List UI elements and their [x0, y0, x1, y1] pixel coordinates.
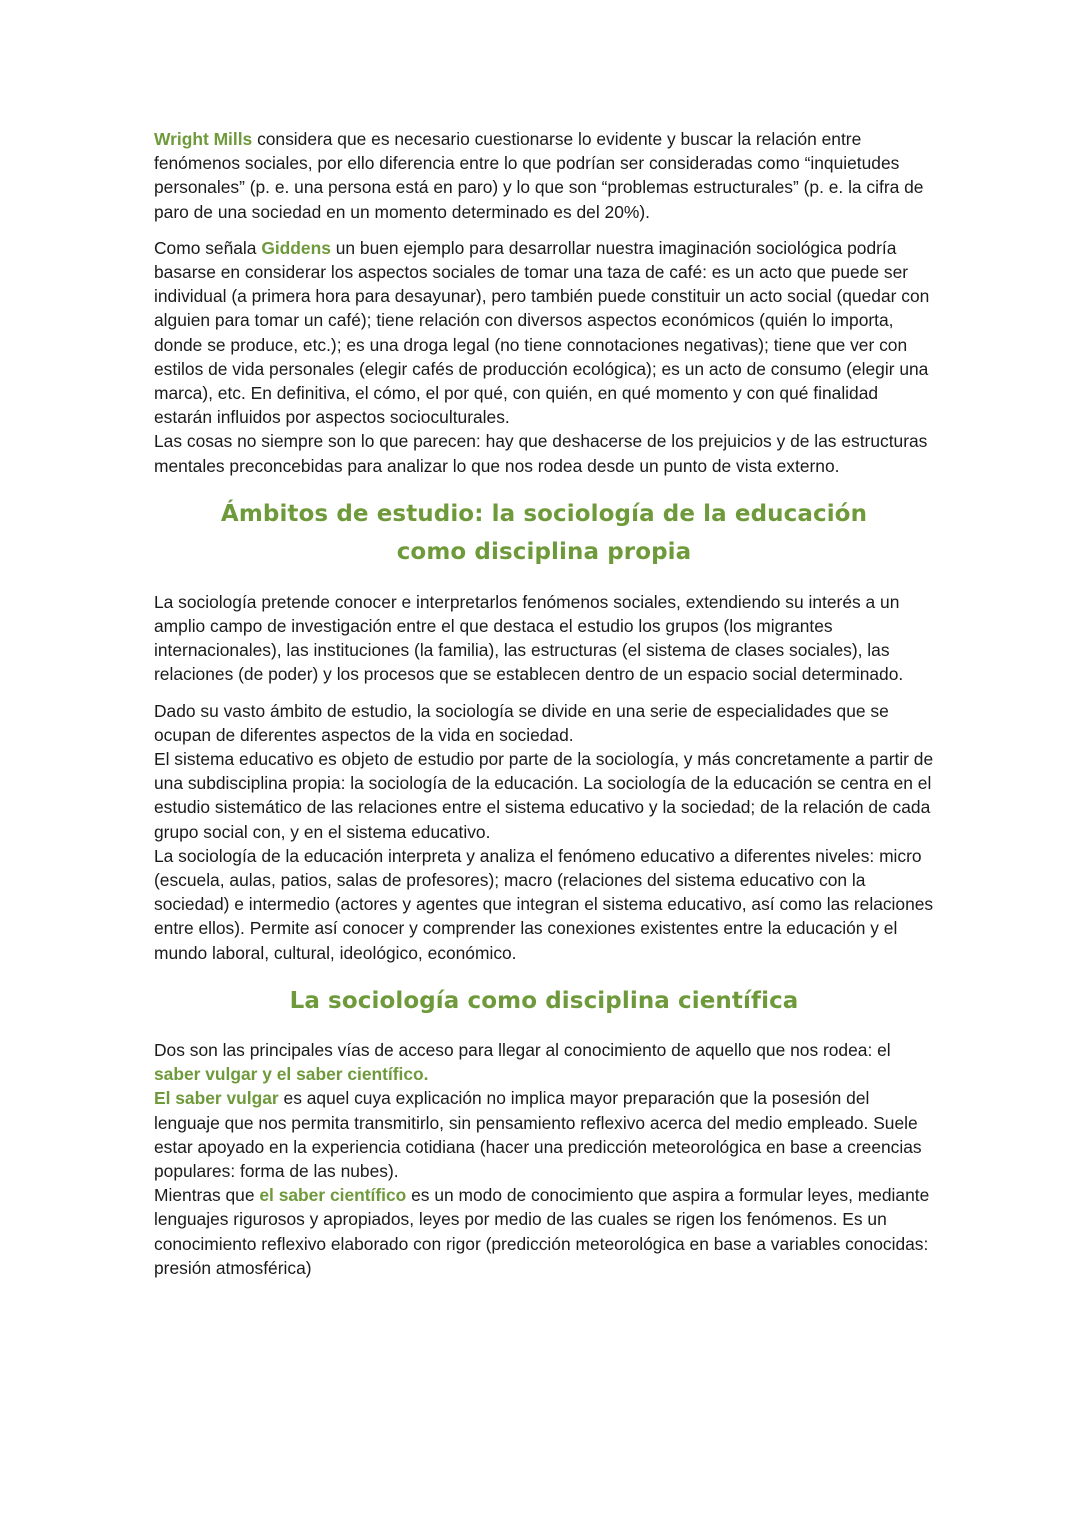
paragraph-las-cosas: Las cosas no siempre son lo que parecen: hay que deshacerse de los prejuicios y de las estructuras mentales preconcebidas para analizar lo que nos rodea desde un punto de vista externo. [154, 431, 928, 476]
paragraph-niveles: La sociología de la educación interpreta y analiza el fenómeno educativo a diferentes niveles: micro (escuela, aulas, patios, salas de profesores); macro (relaciones del sistema educativo con la sociedad) e intermedio (actores y agentes que integran el sistema educativo, así como las relaciones entre ellos). Permite así conocer y comprender las conexiones existentes entre la educación y el mundo laboral, cultural, ideológico, económico. [154, 845, 934, 963]
highlight-saber-vulgar: El saber vulgar [154, 1088, 279, 1109]
highlight-giddens: Giddens [261, 237, 331, 258]
paragraph-text-lead: Mientras que [154, 1185, 260, 1206]
paragraph-text: considera que es necesario cuestionarse lo evidente y buscar la relación entre fenómenos sociales, por ello diferencia entre lo que podrían ser consideradas como “inquietudes personales” (p. e. una persona está en paro) y lo que son “problemas estructurales” (p. e. la cifra de paro de una sociedad en un momento determinado es del 20%). [154, 129, 924, 222]
highlight-wright-mills: Wright Mills [154, 129, 253, 149]
paragraph-sistema-educativo: El sistema educativo es objeto de estudio por parte de la sociología, y más concretamente a partir de una subdisciplina propia: la sociología de la educación. La sociología de la educación se centra en el estudio sistemático de las relaciones entre el sistema educativo y la sociedad; de la relación de cada grupo social con, y en el sistema educativo. [154, 749, 934, 842]
paragraph-vias-de-acceso [154, 1038, 934, 1086]
paragraph-text: es un modo de conocimiento que aspira a formular leyes, mediante lenguajes rigurosos y apropiados, leyes por medio de las cuales se rigen los fenómenos. Es un conocimiento reflexivo elaborado con rigor (predicción meteorológica en base a variables conocidas: presión atmosférica) [154, 1185, 930, 1278]
paragraph-text: Dos son las principales vías de acceso para llegar al conocimiento de aquello que nos rodea: el [154, 1039, 891, 1060]
paragraph-text: un buen ejemplo para desarrollar nuestra imaginación sociológica podría basarse en considerar los aspectos sociales de tomar una taza de café: es un acto que puede ser individual (a primera hora para desayunar), pero también puede constituir un acto social (quedar con alguien para tomar un café); tiene relación con diversos aspectos económicos (quién lo importa, donde se produce, etc.); es una droga legal (no tiene connotaciones negativas); tiene que ver con estilos de vida personales (elegir cafés de producción ecológica); es un acto de consumo (elegir una marca), etc. En definitiva, el cómo, el por qué, con quién, en qué momento y con qué finalidad estarán influidos por aspectos socioculturales. [154, 237, 930, 428]
paragraph-giddens [154, 236, 934, 430]
document-page [154, 127, 934, 1280]
paragraph-text-lead: Como señala [154, 237, 262, 258]
paragraph-saber-cientifico [154, 1183, 934, 1280]
paragraph-text: es aquel cuya explicación no implica mayor preparación que la posesión del lenguaje que nos permita transmitirlo, sin pensamiento reflexivo acerca del medio empleado. Suele estar apoyado en la experiencia cotidiana (hacer una predicción meteorológica en base a creencias populares: forma de las nubes). [154, 1088, 922, 1181]
paragraph-sociologia-pretende: La sociología pretende conocer e interpretarlos fenómenos sociales, extendiendo su interés a un amplio campo de investigación entre el que destaca el estudio los grupos (los migrantes internacionales), las instituciones (la familia), las estructuras (el sistema de clases sociales), las relaciones (de poder) y los procesos que se establecen dentro de un espacio social determinado. [154, 591, 904, 685]
heading-disciplina-cientifica: La sociología como disciplina científica [289, 987, 799, 1014]
paragraph-vasto-ambito: Dado su vasto ámbito de estudio, la sociología se divide en una serie de especialidades que se ocupan de diferentes aspectos de la vida en sociedad. [154, 700, 889, 745]
highlight-saber-cientifico: el saber científico [259, 1185, 407, 1206]
heading-ambitos-de-estudio: Ámbitos de estudio: la sociología de la educación como disciplina propia [220, 500, 868, 565]
paragraph-wright-mills [154, 127, 934, 224]
highlight-saberes: saber vulgar y el saber científico. [154, 1064, 429, 1085]
paragraph-saber-vulgar [154, 1086, 934, 1183]
